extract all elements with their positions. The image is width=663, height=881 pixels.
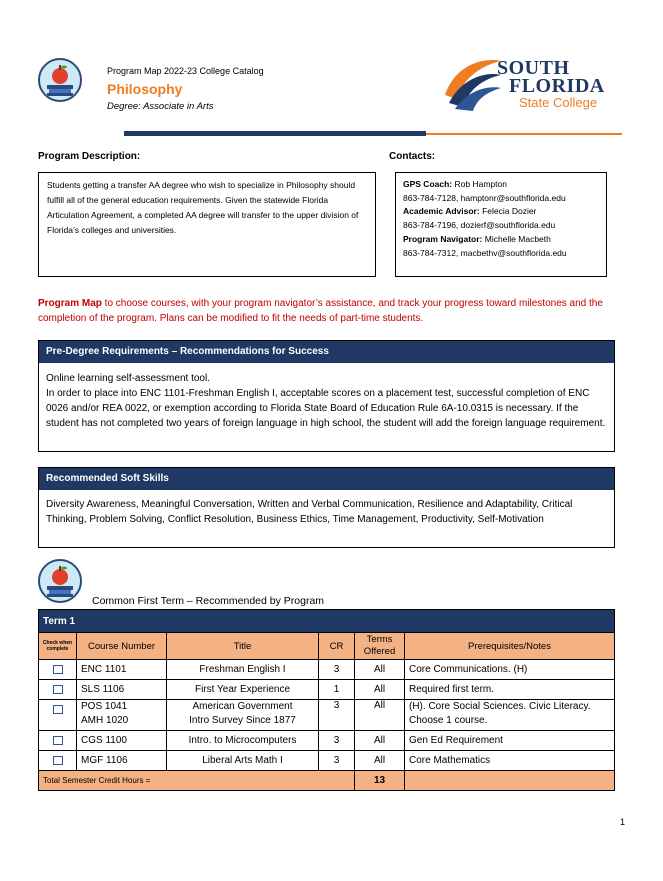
pre-degree-body xyxy=(39,363,614,436)
first-term-icon xyxy=(38,559,82,603)
program-navigator-info: 863-784-7312, macbethv@southflorida.edu xyxy=(403,247,567,258)
total-spacer xyxy=(405,771,615,791)
course-notes: Core Mathematics xyxy=(405,751,615,771)
pre-degree-title: Pre-Degree Requirements – Recommendations for Success xyxy=(39,341,614,363)
term-1-table xyxy=(38,609,615,791)
col-course-number: Course Number xyxy=(77,633,167,660)
course-cr: 3 xyxy=(319,660,355,680)
course-title: American Government Intro Survey Since 1877 xyxy=(167,700,319,731)
college-logo xyxy=(443,55,613,115)
table-row xyxy=(39,751,615,771)
program-map-note: Program Map to choose courses, with your program navigator’s assistance, and track your progress toward milestones and the completion of the program. Plans can be modified to fit the needs of part-time students. xyxy=(38,298,603,324)
checkbox-icon[interactable] xyxy=(53,736,63,745)
pre-degree-line-1: Online learning self-assessment tool. xyxy=(46,373,210,384)
total-label: Total Semester Credit Hours = xyxy=(39,771,355,791)
table-row xyxy=(39,700,615,731)
gps-coach-info: 863-784-7128, hamptonr@southflorida.edu xyxy=(403,192,566,203)
soft-skills-text: Diversity Awareness, Meaningful Conversation, Written and Verbal Communication, Resilience and Adaptability, Critical Thinking, Problem Solving, Conflict Resolution, Business Ethics, Time Management, Productivity, Self-Motivation xyxy=(46,499,573,525)
course-cr: 3 xyxy=(319,751,355,771)
course-title: Intro. to Microcomputers xyxy=(167,731,319,751)
program-icon xyxy=(38,58,82,102)
course-number: SLS 1106 xyxy=(77,680,167,700)
program-description-text: Students getting a transfer AA degree who wish to specialize in Philosophy should fulfill all of the general education requirements. Given the statewide Florida Articulation Agreement, a completed AA degree will transfer to the upper division of Florida’s colleges and universities. xyxy=(47,180,359,235)
logo-line-florida: FLORIDA xyxy=(509,75,605,97)
course-notes: Gen Ed Requirement xyxy=(405,731,615,751)
col-notes: Prerequisites/Notes xyxy=(405,633,615,660)
program-title: Philosophy xyxy=(107,81,183,97)
row-checkbox[interactable] xyxy=(39,731,77,751)
total-value: 13 xyxy=(355,771,405,791)
wave-logo-icon xyxy=(443,55,503,113)
header-rule-orange xyxy=(426,133,622,135)
term-header-row xyxy=(39,610,615,633)
col-terms-offered: Terms Offered xyxy=(355,633,405,660)
pre-degree-line-2: In order to place into ENC 1101-Freshman English I, acceptable scores on a placement test, successful completion of ENC 0026 and/or REA 0022, or exemption according to Florida State Board of Education Rule 6A-10.0315 is necessary. If the student has not completed two years of foreign language in high school, the student will add the foreign language requirement. xyxy=(46,388,606,429)
course-notes: Core Communications. (H) xyxy=(405,660,615,680)
contacts-box xyxy=(395,172,607,277)
term-label: Term 1 xyxy=(39,610,615,633)
academic-advisor: Academic Advisor: Felecia Dozier xyxy=(403,206,537,217)
row-checkbox[interactable] xyxy=(39,680,77,700)
apple-books-icon xyxy=(40,561,80,601)
course-terms: All xyxy=(355,680,405,700)
course-terms: All xyxy=(355,751,405,771)
course-number: POS 1041 AMH 1020 xyxy=(77,700,167,731)
page-number: 1 xyxy=(620,817,626,827)
course-terms: All xyxy=(355,660,405,680)
first-term-caption: Common First Term – Recommended by Program xyxy=(92,595,325,607)
gps-coach: GPS Coach: Rob Hampton xyxy=(403,179,507,189)
checkbox-icon[interactable] xyxy=(53,685,63,694)
logo-line-state-college: State College xyxy=(519,95,598,110)
table-row xyxy=(39,660,615,680)
row-checkbox[interactable] xyxy=(39,660,77,680)
checkbox-icon[interactable] xyxy=(53,665,63,674)
course-terms: All xyxy=(355,700,405,731)
academic-advisor-info: 863-784-7196, dozierf@southflorida.edu xyxy=(403,220,556,231)
course-title: Liberal Arts Math I xyxy=(167,751,319,771)
table-row xyxy=(39,731,615,751)
degree-label: Degree: Associate in Arts xyxy=(107,101,214,112)
course-number: ENC 1101 xyxy=(77,660,167,680)
program-description-label: Program Description: xyxy=(38,151,141,162)
soft-skills-panel xyxy=(38,467,615,548)
course-notes: Required first term. xyxy=(405,680,615,700)
header-rule-dark xyxy=(124,131,426,136)
col-title: Title xyxy=(167,633,319,660)
checkbox-icon[interactable] xyxy=(53,756,63,765)
col-check: Check when complete xyxy=(39,633,77,660)
checkbox-icon[interactable] xyxy=(53,705,63,714)
course-number: CGS 1100 xyxy=(77,731,167,751)
course-number: MGF 1106 xyxy=(77,751,167,771)
course-title: Freshman English I xyxy=(167,660,319,680)
course-title: First Year Experience xyxy=(167,680,319,700)
table-row xyxy=(39,680,615,700)
program-navigator: Program Navigator: Michelle Macbeth xyxy=(403,233,551,244)
total-row xyxy=(39,771,615,791)
course-terms: All xyxy=(355,731,405,751)
program-description-box xyxy=(38,172,376,277)
logo-line-south: SOUTH xyxy=(497,57,570,79)
course-cr: 3 xyxy=(319,700,355,731)
soft-skills-title: Recommended Soft Skills xyxy=(39,468,614,490)
course-cr: 3 xyxy=(319,731,355,751)
row-checkbox[interactable] xyxy=(39,700,77,731)
column-header-row xyxy=(39,633,615,660)
row-checkbox[interactable] xyxy=(39,751,77,771)
col-cr: CR xyxy=(319,633,355,660)
course-notes: (H). Core Social Sciences. Civic Literacy. Choose 1 course. xyxy=(405,700,615,731)
contacts-label: Contacts: xyxy=(389,151,436,162)
catalog-label: Program Map 2022-23 College Catalog xyxy=(107,66,264,76)
apple-books-icon xyxy=(40,60,80,100)
course-cr: 1 xyxy=(319,680,355,700)
pre-degree-panel xyxy=(38,340,615,452)
